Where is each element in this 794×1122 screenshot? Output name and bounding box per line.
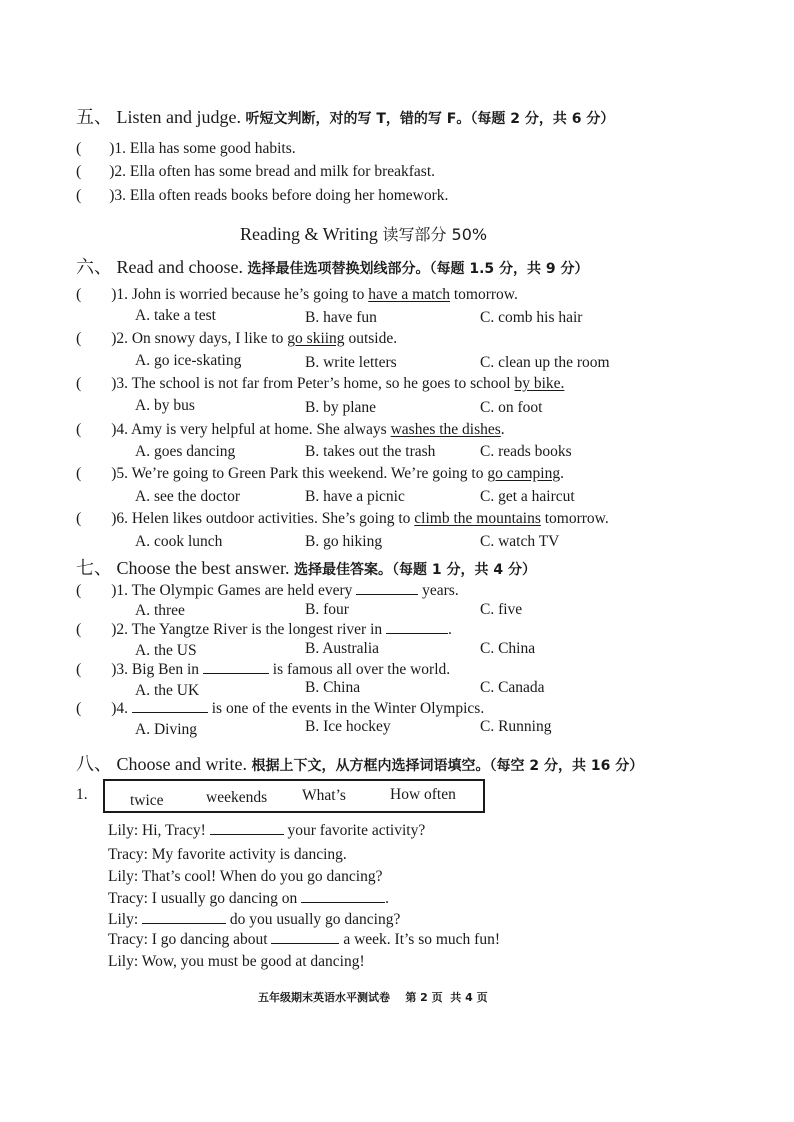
question-text-end: years. [418,582,459,599]
underlined-phrase: have a match [368,286,450,303]
reading-writing-en: Reading & Writing [240,224,378,244]
option-b: B. have fun [305,309,377,326]
question-text-end: . [448,621,452,638]
section-6-number: 六、 [76,257,112,277]
section-5-heading [76,103,614,129]
section-5-number: 五、 [76,107,112,127]
dialog-text-end: your favorite activity? [283,822,426,839]
dialog-text: Tracy: My favorite activity is dancing. [108,846,347,863]
word-bank-item: What’s [302,787,346,804]
answer-paren: ( [76,330,82,347]
section-8-number: 八、 [76,754,112,774]
question-text: )3. The school is not far from Peter’s home, so he goes to school [111,375,515,392]
dialog-line-7 [108,953,365,971]
option-b: B. China [305,679,361,696]
answer-paren: ( [76,375,82,392]
underlined-phrase: climb the mountains [414,510,541,527]
option-a: A. cook lunch [135,533,223,550]
dialog-text: Tracy: I usually go dancing on [108,890,302,907]
fill-blank[interactable] [203,661,269,674]
dialog-text: Tracy: I go dancing about [108,931,272,948]
underlined-phrase: by bike. [514,375,565,392]
sec6-item-3 [76,375,564,393]
question-text: )5. We’re going to Green Park this weekend. We’re going to [111,465,488,482]
sec6-item-6 [76,510,609,528]
reading-writing-heading [240,222,487,245]
question-text-end: is famous all over the world. [268,661,451,678]
dialog-line-2 [108,846,347,864]
option-b: B. Ice hockey [305,718,391,735]
option-c: C. China [480,640,536,657]
section-5-title-en: Listen and judge. [116,107,241,127]
sec5-item-1 [76,140,296,158]
option-b: B. takes out the trash [305,443,436,460]
word-bank-item: twice [130,792,164,809]
section-8-heading [76,750,643,776]
sec7-item-1 [76,582,459,600]
underlined-phrase: go camping [487,465,561,482]
sec5-item-2 [76,163,435,181]
answer-paren: ( [76,421,82,438]
sec8-question-number: 1. [76,786,88,803]
sec5-item-1-text: )1. Ella has some good habits. [109,140,296,157]
option-b: B. write letters [305,354,397,371]
option-c: C. comb his hair [480,309,583,326]
fill-blank[interactable] [132,700,208,713]
option-a: A. the UK [135,682,200,699]
question-text: )1. The Olympic Games are held every [111,582,357,599]
option-c: C. five [480,601,523,618]
question-text: )2. The Yangtze River is the longest river in [111,621,386,638]
answer-paren: ( [76,582,82,599]
option-c: C. Running [480,718,552,735]
option-a: A. take a test [135,307,216,324]
fill-blank[interactable] [210,822,284,835]
sec7-item-2 [76,621,452,639]
question-text-end: . [560,465,564,482]
sec5-item-3-text: )3. Ella often reads books before doing her homework. [109,187,449,204]
option-c: C. get a haircut [480,488,575,505]
word-bank-item: weekends [206,789,268,806]
dialog-text-end: a week. It’s so much fun! [339,931,501,948]
dialog-text-end: do you usually go dancing? [226,911,401,928]
option-c: C. reads books [480,443,572,460]
option-b: B. by plane [305,399,377,416]
dialog-text: Lily: That’s cool! When do you go dancing? [108,868,383,885]
sec6-item-1 [76,286,518,304]
option-a: A. Diving [135,721,197,738]
question-text-end: tomorrow. [540,510,609,527]
option-a: A. go ice-skating [135,352,242,369]
option-a: A. goes dancing [135,443,236,460]
page-footer: 五年级期末英语水平测试卷 第 2 页 共 4 页 [258,991,488,1004]
question-text: )6. Helen likes outdoor activities. She’s going to [111,510,415,527]
answer-paren: ( [76,700,82,717]
question-text: )4. [111,700,132,717]
option-b: B. go hiking [305,533,383,550]
dialog-line-6 [108,931,500,949]
sec7-item-3 [76,661,450,679]
sec6-item-2 [76,330,397,348]
question-text-end: outside. [344,330,398,347]
dialog-line-4 [108,890,389,908]
option-c: C. clean up the room [480,354,610,371]
section-7-heading [76,554,536,580]
section-6-title-cn: 选择最佳选项替换划线部分。（每题 1.5 分，共 9 分） [247,261,589,277]
sec6-item-4 [76,421,505,439]
sec7-item-4 [76,700,484,718]
option-b: B. have a picnic [305,488,405,505]
section-6-title-en: Read and choose. [116,257,243,277]
answer-paren: ( [76,140,82,157]
answer-paren: ( [76,510,82,527]
dialog-text: Lily: [108,911,143,928]
option-b: B. four [305,601,349,618]
section-7-title-cn: 选择最佳答案。（每题 1 分，共 4 分） [293,562,536,578]
fill-blank[interactable] [271,931,339,944]
fill-blank[interactable] [301,890,385,903]
underlined-phrase: go skiing [287,330,345,347]
question-text-end: is one of the events in the Winter Olympics. [207,700,485,717]
section-5-title-cn: 听短文判断，对的写 T，错的写 F。（每题 2 分，共 6 分） [245,111,615,127]
sec5-item-2-text: )2. Ella often has some bread and milk for breakfast. [109,163,436,180]
option-a: A. by bus [135,397,195,414]
section-7-number: 七、 [76,558,112,578]
option-a: A. see the doctor [135,488,241,505]
underlined-phrase: washes the dishes [390,421,501,438]
answer-paren: ( [76,187,82,204]
answer-paren: ( [76,661,82,678]
section-6-heading [76,253,589,279]
question-text: )1. John is worried because he’s going to [111,286,369,303]
fill-blank[interactable] [356,582,418,595]
option-a: A. three [135,602,185,619]
dialog-text-end: . [385,890,390,907]
section-7-title-en: Choose the best answer. [116,558,290,578]
option-c: C. Canada [480,679,545,696]
question-text-end: . [500,421,505,438]
option-c: C. watch TV [480,533,560,550]
dialog-line-3 [108,868,383,886]
dialog-line-5 [108,911,400,929]
answer-paren: ( [76,621,82,638]
fill-blank[interactable] [142,911,226,924]
answer-paren: ( [76,163,82,180]
sec5-item-3 [76,187,448,205]
question-text: )4. Amy is very helpful at home. She always [111,421,391,438]
question-text: )2. On snowy days, I like to [111,330,288,347]
answer-paren: ( [76,465,82,482]
dialog-text: Lily: Wow, you must be good at dancing! [108,953,365,970]
word-bank-item: How often [390,786,456,803]
option-a: A. the US [135,642,197,659]
answer-paren: ( [76,286,82,303]
question-text: )3. Big Ben in [111,661,203,678]
option-b: B. Australia [305,640,380,657]
section-8-title-cn: 根据上下文，从方框内选择词语填空。（每空 2 分，共 16 分） [251,758,644,774]
option-c: C. on foot [480,399,543,416]
section-8-title-en: Choose and write. [116,754,247,774]
question-text-end: tomorrow. [449,286,518,303]
sec6-item-5 [76,465,564,483]
fill-blank[interactable] [386,621,448,634]
dialog-line-1 [108,822,425,840]
reading-writing-cn: 读写部分 50% [382,225,488,244]
dialog-text: Lily: Hi, Tracy! [108,822,210,839]
